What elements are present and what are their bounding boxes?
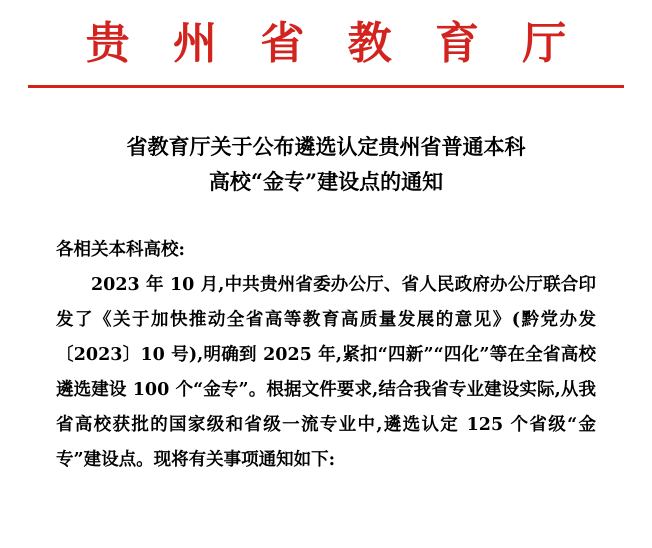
salutation: 各相关本科高校: <box>56 240 185 261</box>
letterhead-title: 贵 州 省 教 育 厅 <box>85 18 581 69</box>
page-title <box>52 130 600 199</box>
page-title-line-2: 高校“金专”建设点的通知 <box>208 168 444 194</box>
letterhead-divider <box>28 85 624 88</box>
body-paragraph-1: 2023 年 10 月,中共贵州省委办公厅、省人民政府办公厅联合印发了《关于加快推动全省高等教育高质量发展的意见》(黔党办发〔2023〕10 号),明确到 2025 年,紧扣“四新”“四化”等在全省高校遴选建设 100 个“金专”。根据文件要求,结合我省专业建设实际,从我省高校获批的国家级和省级一流专业中,遴选认定 125 个省级“金专”建设点。现将有关事项通知如下: <box>56 275 596 471</box>
letterhead <box>0 0 652 71</box>
document-body <box>56 233 596 478</box>
page-title-line-1: 省教育厅关于公布遴选认定贵州省普通本科 <box>126 134 526 159</box>
